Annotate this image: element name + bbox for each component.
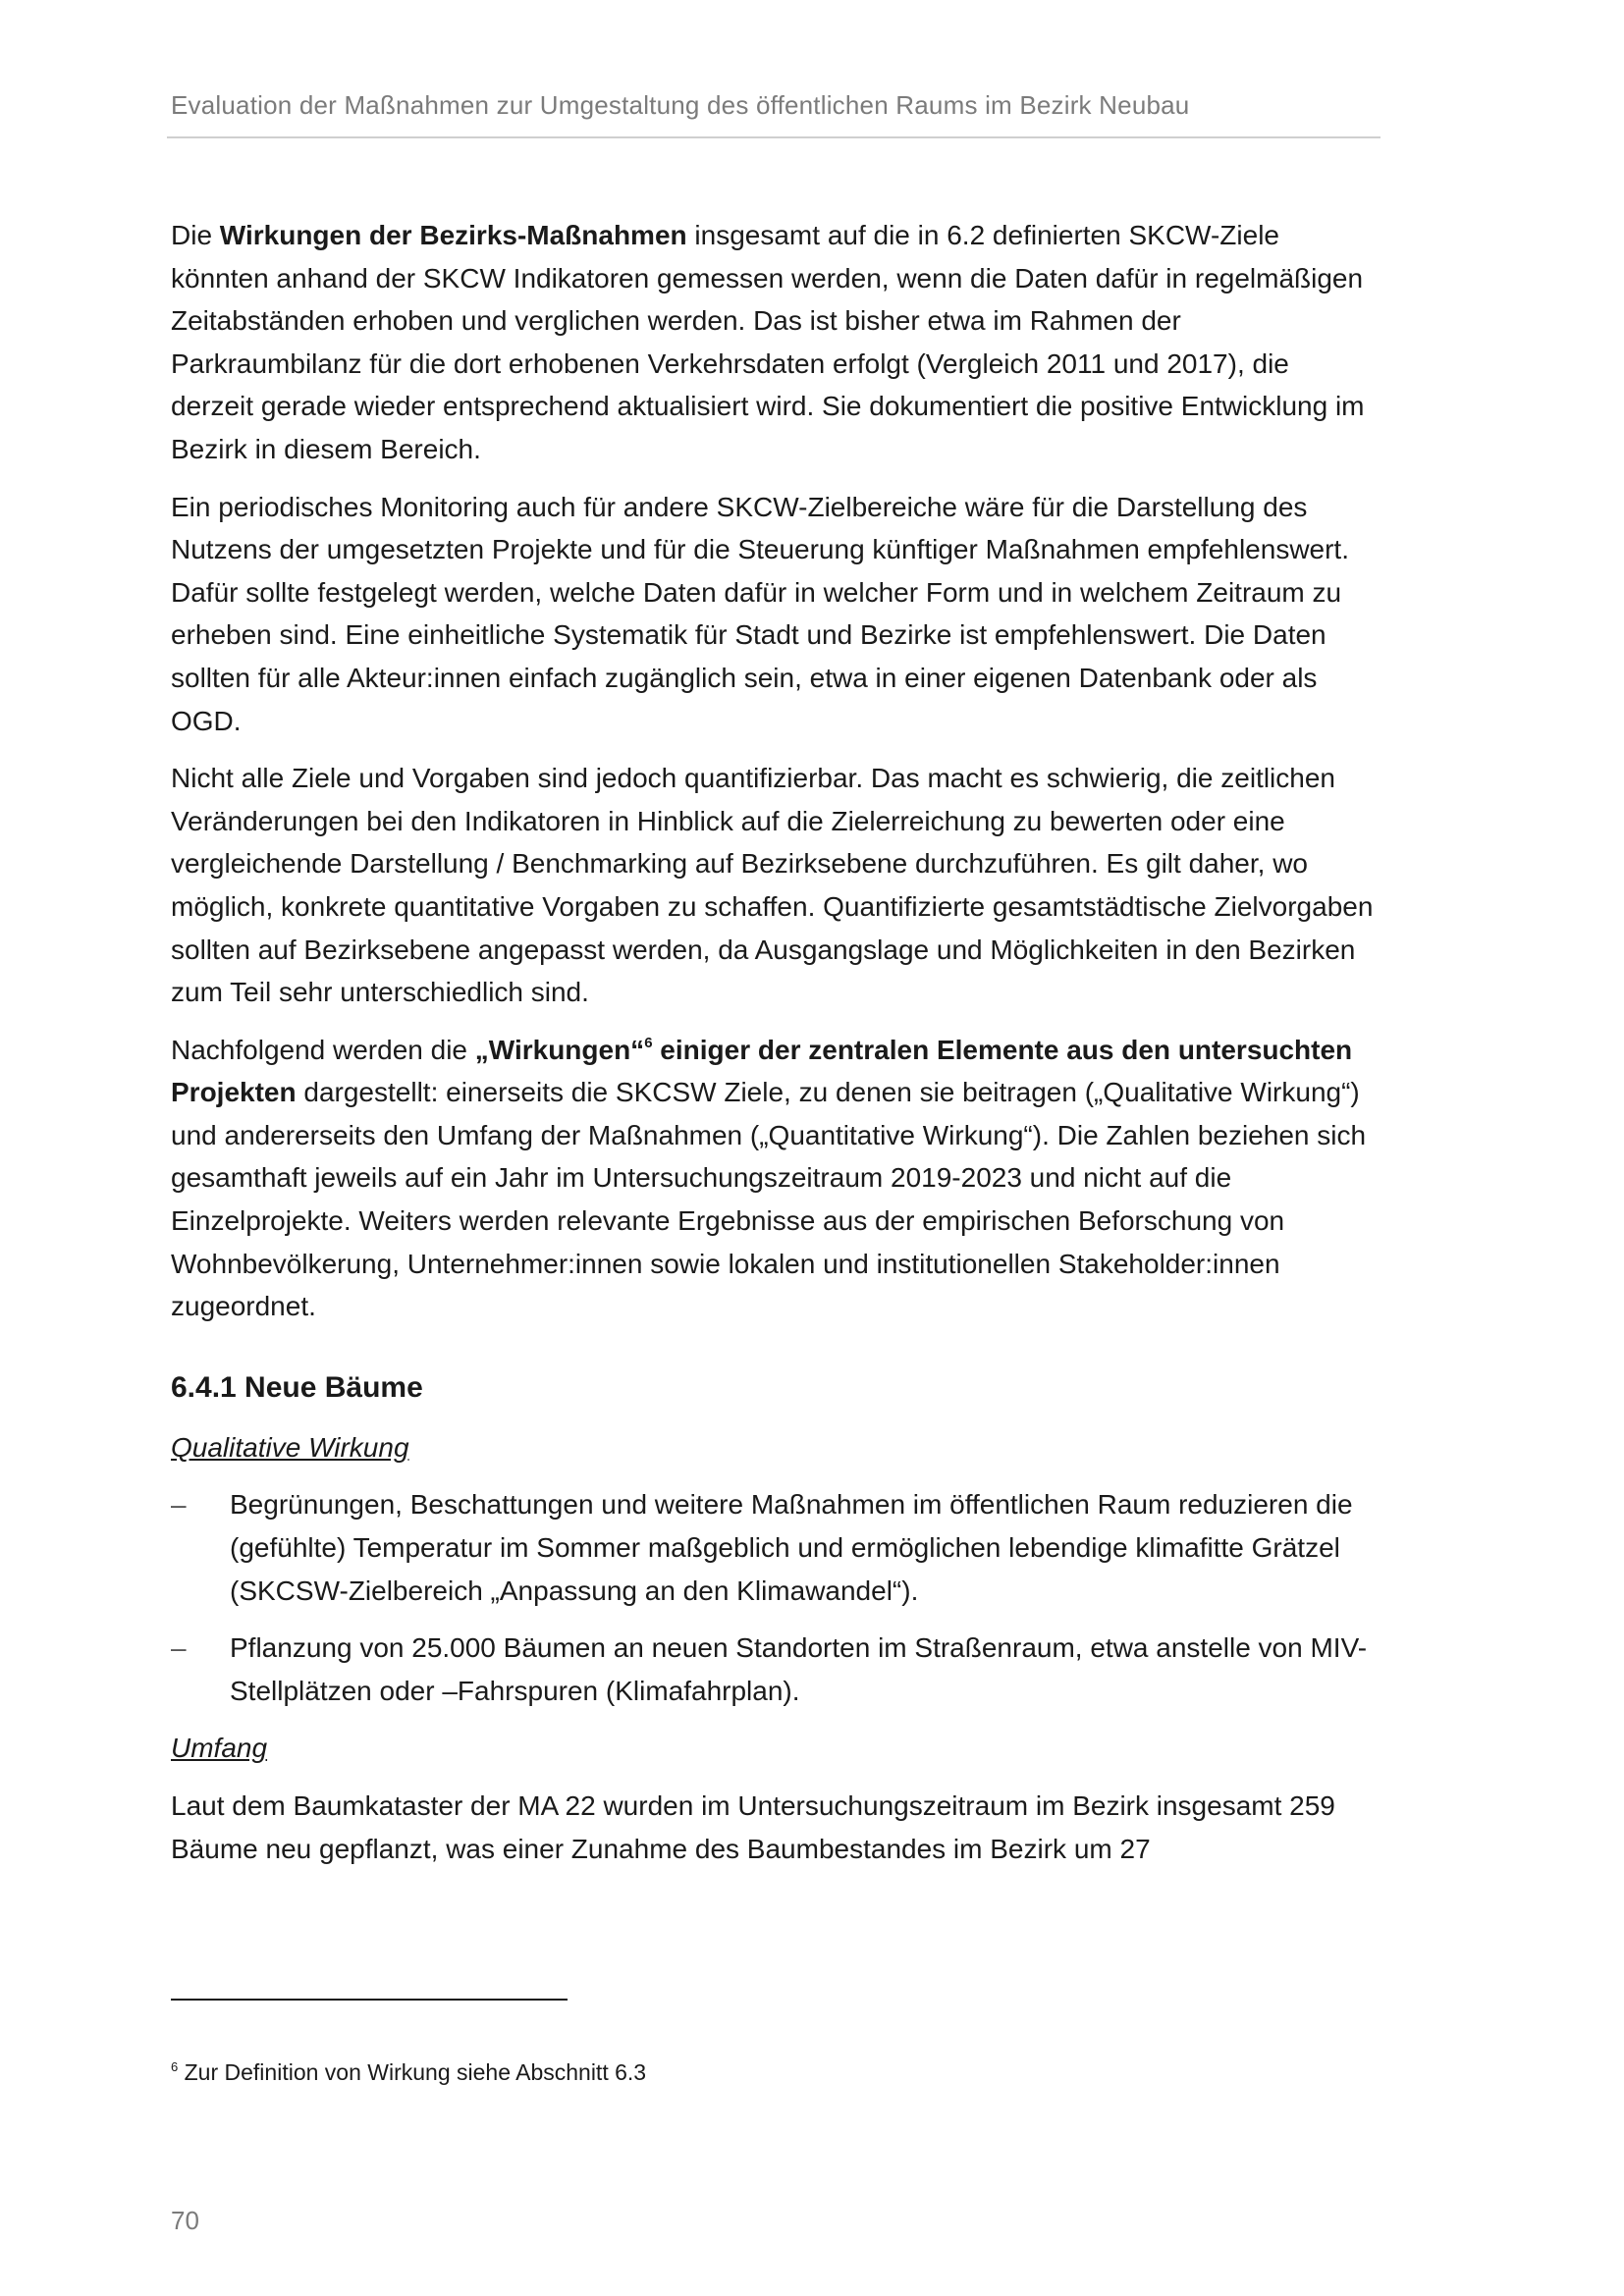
paragraph-4: Nachfolgend werden die „Wirkungen“$^6$ einiger der zentralen Elemente aus den untersuchten Projekten dargestellt: einerseits die SKCSW Ziele, zu denen sie beitragen („Qualitative Wirkung“) und andererseits den Umfang der Maßnahmen („Quantitative Wirkung“). Die Zahlen beziehen sich gesamthaft jeweils auf ein Jahr im Untersuchungszeitraum 2019-2023 und nicht auf die Einzelprojekte. Weiters werden relevante Ergebnisse aus der empirischen Beforschung von Wohnbevölkerung, Unternehmer:innen sowie lokalen und institutionellen Stakeholder:innen zugeordnet. [171, 1034, 1367, 1322]
body-text [171, 214, 1377, 1885]
paragraph-3: Nicht alle Ziele und Vorgaben sind jedoch quantifizierbar. Das macht es schwierig, die zeitlichen Veränderungen bei den Indikatoren in Hinblick auf die Zielerreichung zu bewerten oder eine vergleichende Darstellung / Benchmarking auf Bezirksebene durchzuführen. Es gilt daher, wo möglich, konkrete quantitative Vorgaben zu schaffen. Quantifizierte gesamtstädtische Zielvorgaben sollten auf Bezirksebene angepasst werden, da Ausgangslage und Möglichkeiten in den Bezirken zum Teil sehr unterschiedlich sind. [171, 763, 1374, 1008]
paragraph-1: Die Wirkungen der Bezirks-Maßnahmen insgesamt auf die in 6.2 definierten SKCW-Ziele könnten anhand der SKCW Indikatoren gemessen werden, wenn die Daten dafür in regelmäßigen Zeitabständen erhoben und verglichen werden. Das ist bisher etwa im Rahmen der Parkraumbilanz für die dort erhobenen Verkehrsdaten erfolgt (Vergleich 2011 und 2017), die derzeit gerade wieder entsprechend aktualisiert wird. Sie dokumentiert die positive Entwicklung im Bezirk in diesem Bereich. [171, 220, 1365, 464]
paragraph-2: Ein periodisches Monitoring auch für andere SKCW-Zielbereiche wäre für die Darstellung des Nutzens der umgesetzten Projekte und für die Steuerung künftiger Maßnahmen empfehlenswert. Dafür sollte festgelegt werden, welche Daten dafür in welcher Form und in welchem Zeitraum zu erheben sind. Eine einheitliche Systematik für Stadt und Bezirke ist empfehlenswert. Die Daten sollten für alle Akteur:innen einfach zugänglich sein, etwa in einer eigenen Datenbank oder als OGD. [171, 491, 1349, 736]
list-item: – Begrünungen, Beschattungen und weitere Maßnahmen im öffentlichen Raum reduzieren die (gefühlte) Temperatur im Sommer maßgeblich und ermöglichen lebendige klimafitte Grätzel (SKCSW-Zielbereich „Anpassung an den Klimawandel“). [171, 1483, 1377, 1612]
footnote: $^6$ Zur Definition von Wirkung siehe Abschnitt 6.3 [171, 2059, 647, 2085]
umfang-label: Umfang [171, 1733, 268, 1764]
header-divider [167, 136, 1380, 138]
footnote-marker: 6 [171, 2059, 179, 2074]
bullet-list [171, 1483, 1377, 1712]
footnote-divider [171, 1999, 568, 2001]
dash-bullet-icon: – [171, 1489, 187, 1521]
section-heading: 6.4.1 Neue Bäume [171, 1370, 423, 1404]
dash-bullet-icon: – [171, 1632, 187, 1664]
umfang-paragraph: Laut dem Baumkataster der MA 22 wurden im Untersuchungszeitraum im Bezirk insgesamt 259 Bäume neu gepflanzt, was einer Zunahme des Baumbestandes im Bezirk um 27 [171, 1790, 1335, 1864]
emphasis-wirkungen: Wirkungen der Bezirks-Maßnahmen [219, 220, 687, 250]
running-header: Evaluation der Maßnahmen zur Umgestaltung des öffentlichen Raums im Bezirk Neubau [171, 90, 1190, 120]
list-item: – Pflanzung von 25.000 Bäumen an neuen Standorten im Straßenraum, etwa anstelle von MIV-Stellplätzen oder –Fahrspuren (Klimafahrplan). [171, 1627, 1377, 1712]
footnote-reference[interactable]: 6 [644, 1034, 653, 1051]
page-number: 70 [171, 2206, 199, 2235]
qualitative-label: Qualitative Wirkung [171, 1431, 409, 1463]
